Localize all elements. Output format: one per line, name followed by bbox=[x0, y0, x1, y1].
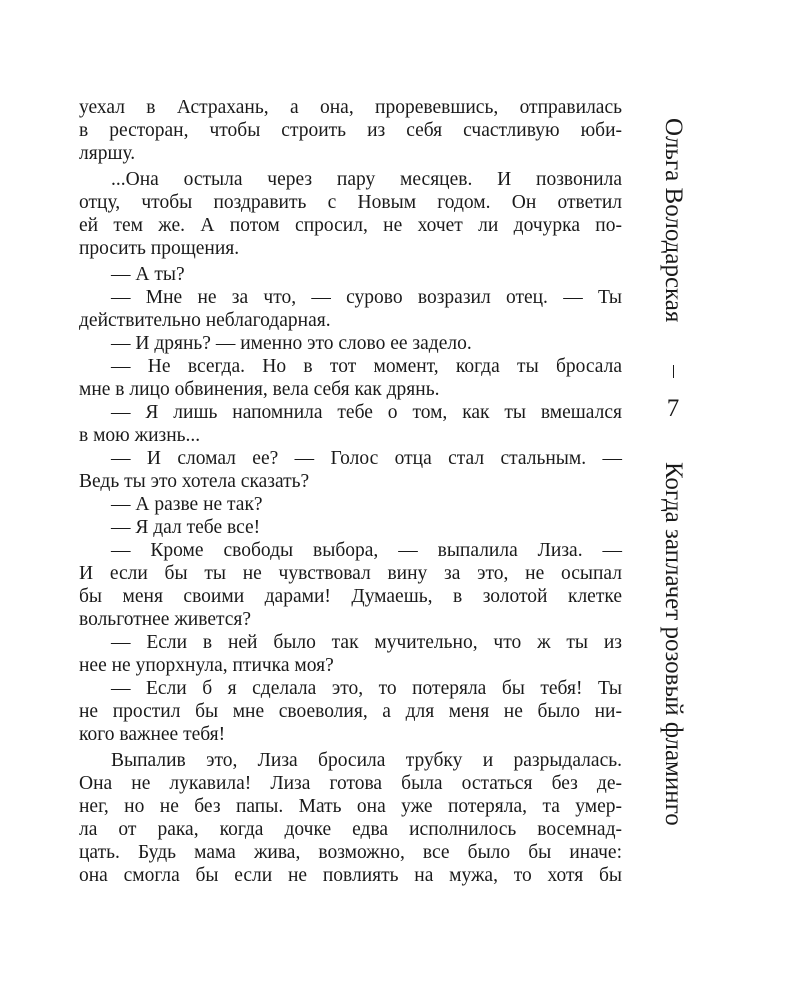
text-line: нег, но не без папы. Мать она уже потеряла, та умер- bbox=[79, 796, 622, 817]
page-number: 7 bbox=[666, 395, 680, 422]
text-line: не простил бы мне своеволия, а для меня не было ни- bbox=[79, 701, 622, 722]
text-line: — Я дал тебе все! bbox=[111, 517, 261, 538]
text-line: — И сломал ее? — Голос отца стал стальным. — bbox=[111, 448, 622, 469]
text-line: ляршу. bbox=[79, 143, 136, 164]
text-line: цать. Будь мама жива, возможно, все было бы иначе: bbox=[79, 842, 622, 863]
text-line: отцу, чтобы поздравить с Новым годом. Он ответил bbox=[79, 192, 622, 213]
text-line: бы меня своими дарами! Думаешь, в золотой клетке bbox=[79, 586, 622, 607]
header-divider bbox=[673, 365, 674, 378]
text-line: Ведь ты это хотела сказать? bbox=[79, 471, 310, 492]
text-line: она смогла бы если не повлиять на мужа, то хотя бы bbox=[79, 865, 622, 886]
running-header bbox=[648, 0, 698, 1000]
text-line: Она не лукавила! Лиза готова была остаться без де- bbox=[79, 773, 622, 794]
text-line: просить прощения. bbox=[79, 238, 240, 259]
text-line: уехал в Астрахань, а она, проревевшись, отправилась bbox=[79, 97, 622, 118]
text-line: И если бы ты не чувствовал вину за это, не осыпал bbox=[79, 563, 622, 584]
author-name: Ольга Володарская bbox=[660, 118, 687, 323]
text-line: — Кроме свободы выбора, — выпалила Лиза. — bbox=[111, 540, 622, 561]
text-line: в ресторан, чтобы строить из себя счастливую юби- bbox=[79, 120, 622, 141]
text-line: — А разве не так? bbox=[111, 494, 263, 515]
text-line: — Если б я сделала это, то потеряла бы тебя! Ты bbox=[111, 678, 622, 699]
text-line: действительно неблагодарная. bbox=[79, 310, 331, 331]
text-line: — А ты? bbox=[111, 264, 185, 285]
text-line: — И дрянь? — именно это слово ее задело. bbox=[111, 333, 472, 354]
text-line: Выпалив это, Лиза бросила трубку и разрыдалась. bbox=[111, 750, 622, 771]
text-line: нее не упорхнула, птичка моя? bbox=[79, 655, 334, 676]
text-line: — Если в ней было так мучительно, что ж ты из bbox=[111, 632, 622, 653]
text-line: кого важнее тебя! bbox=[79, 724, 226, 745]
text-line: — Я лишь напомнила тебе о том, как ты вмешался bbox=[111, 402, 622, 423]
text-line: ей тем же. А потом спросил, не хочет ли дочурка по- bbox=[79, 215, 622, 236]
text-line: — Не всегда. Но в тот момент, когда ты бросала bbox=[111, 356, 622, 377]
text-line: ...Она остыла через пару месяцев. И позвонила bbox=[111, 169, 622, 190]
text-line: — Мне не за что, — сурово возразил отец. — Ты bbox=[111, 287, 622, 308]
text-line: в мою жизнь... bbox=[79, 425, 201, 446]
text-line: ла от рака, когда дочке едва исполнилось восемнад- bbox=[79, 819, 622, 840]
book-title: Когда заплачет розовый фламинго bbox=[660, 462, 687, 826]
text-line: вольготнее живется? bbox=[79, 609, 252, 630]
text-line: мне в лицо обвинения, вела себя как дрянь. bbox=[79, 379, 440, 400]
